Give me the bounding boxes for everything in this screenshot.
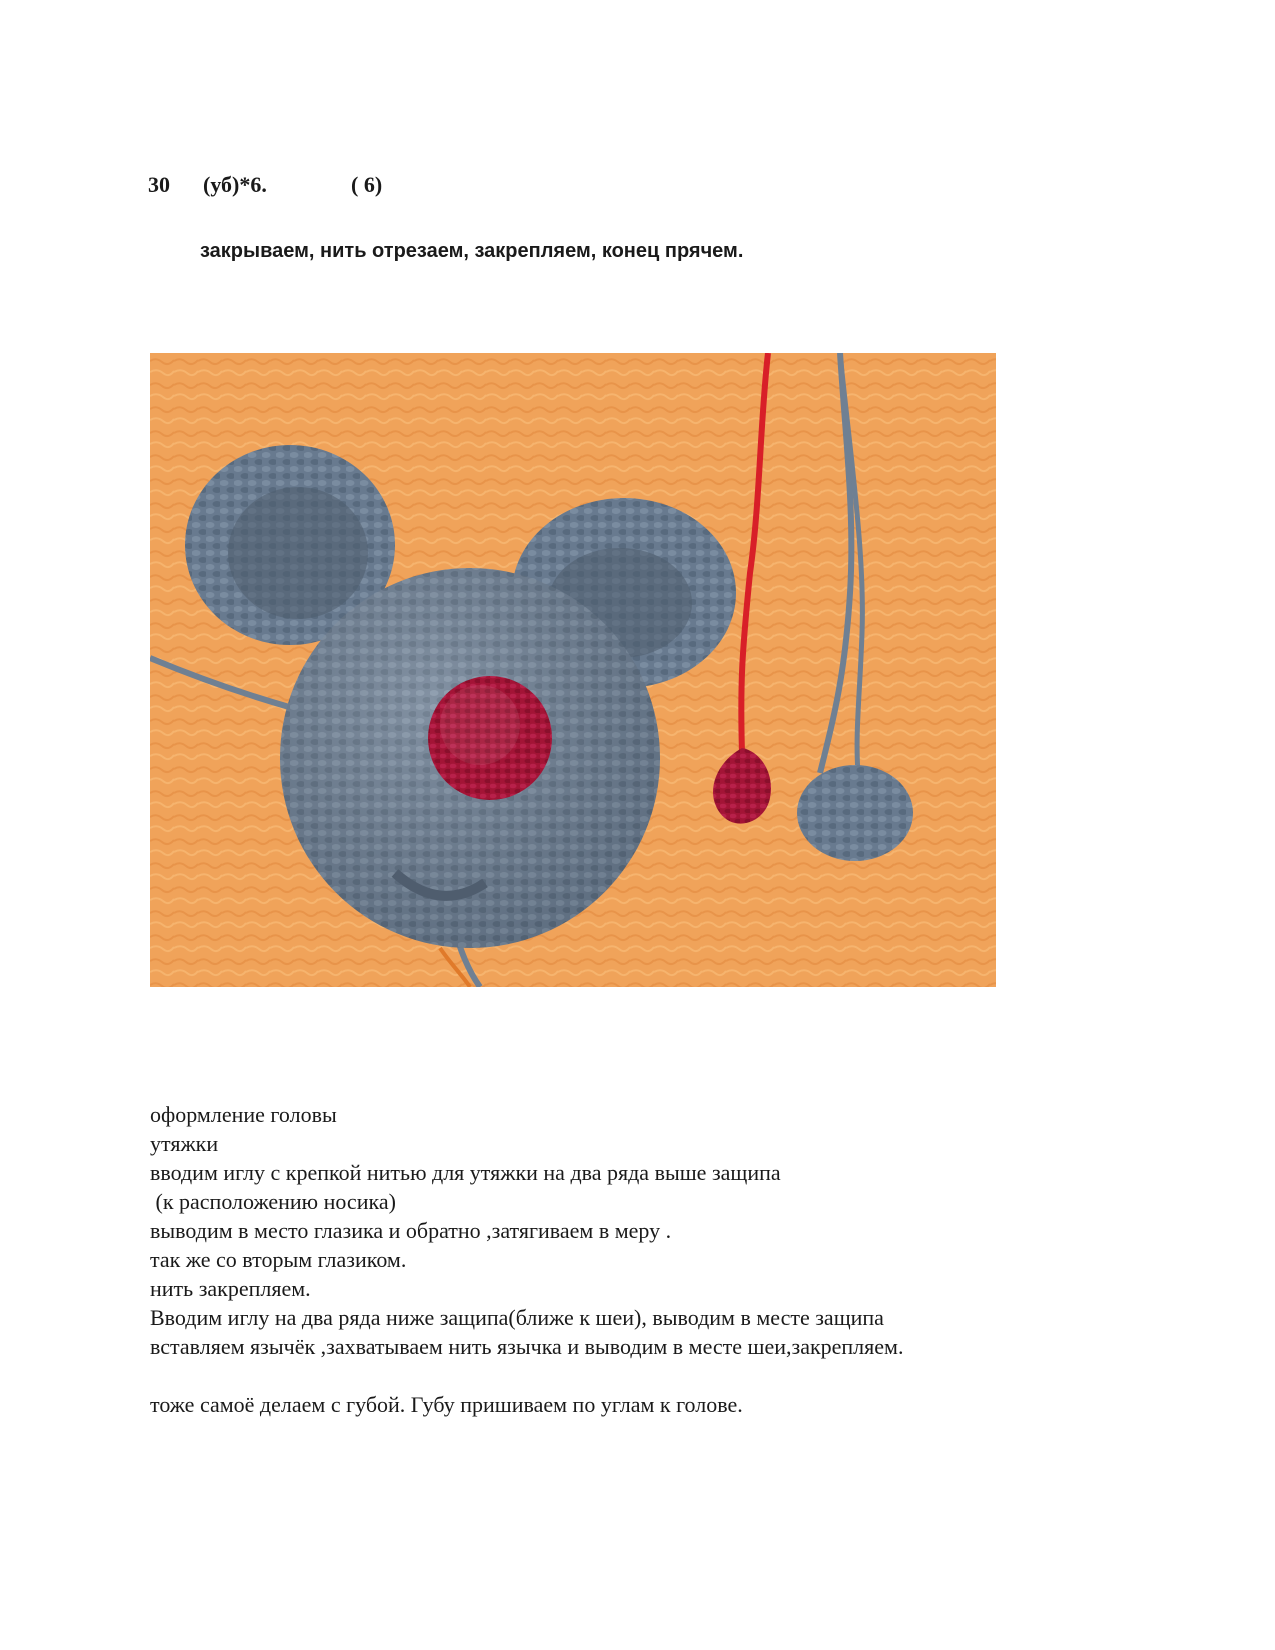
text-line: вставляем язычёк ,захватываем нить язычка и выводим в месте шеи,закрепляем. — [150, 1334, 904, 1359]
row-number: 30 — [148, 172, 170, 197]
text-line: так же со вторым глазиком. — [150, 1247, 407, 1272]
closing-instruction: закрываем, нить отрезаем, закрепляем, конец прячем. — [200, 240, 744, 262]
gray-lip-piece — [797, 765, 913, 861]
row-stitch-count: ( 6) — [351, 172, 383, 197]
text-line: Вводим иглу на два ряда ниже защипа(ближе к шеи), выводим в месте защипа — [150, 1305, 884, 1330]
row-formula: (уб)*6. — [203, 172, 267, 197]
text-line: утяжки — [150, 1131, 219, 1156]
text-line: оформление головы — [150, 1102, 337, 1127]
mouse-head-photo — [150, 353, 996, 987]
text-line: (к расположению носика) — [150, 1189, 396, 1214]
left-ear-inner — [228, 487, 368, 619]
text-line: нить закрепляем. — [150, 1276, 311, 1301]
text-line: выводим в место глазика и обратно ,затягиваем в меру . — [150, 1218, 672, 1243]
paragraph-gap — [150, 1361, 1230, 1390]
text-line: вводим иглу с крепкой нитью для утяжки на два ряда выше защипа — [150, 1160, 781, 1185]
final-text-line: тоже самоё делаем с губой. Губу пришиваем по углам к голове. — [150, 1392, 743, 1417]
head-finishing-text — [150, 1100, 1230, 1419]
